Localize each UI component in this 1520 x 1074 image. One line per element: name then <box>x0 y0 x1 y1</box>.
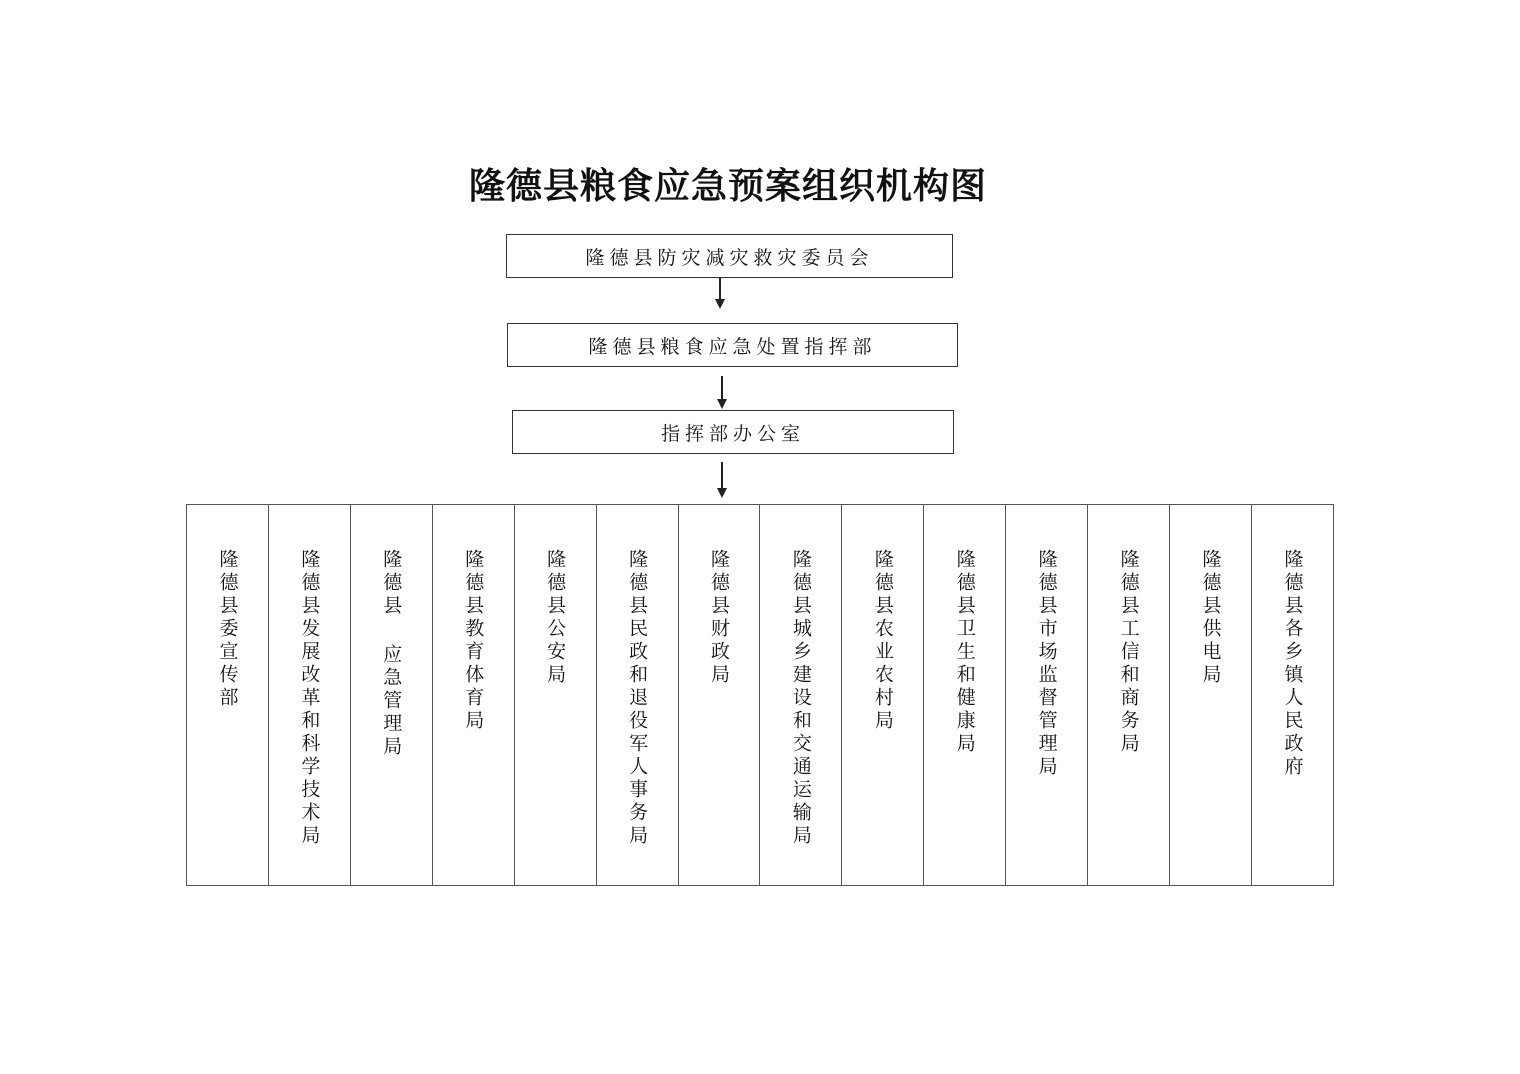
command-hq-label: 隆德县粮食应急处置指挥部 <box>588 335 877 358</box>
department-cell <box>1252 505 1334 885</box>
committee-label: 隆德县防灾减灾救灾委员会 <box>585 246 874 269</box>
department-cell <box>433 505 515 885</box>
department-label: 隆德县城乡建设和交通运输局 <box>789 549 812 848</box>
command-hq-box <box>507 323 958 367</box>
department-cell <box>1006 505 1088 885</box>
department-cell <box>515 505 597 885</box>
department-label: 隆德县各乡镇人民政府 <box>1281 549 1304 779</box>
committee-box <box>506 234 953 278</box>
hq-office-label: 指挥部办公室 <box>660 422 805 445</box>
department-label: 隆德县教育体育局 <box>462 549 485 733</box>
arrow-command-to-office <box>712 376 732 410</box>
department-cell <box>351 505 433 885</box>
department-table <box>186 504 1334 886</box>
chart-title: 隆德县粮食应急预案组织机构图 <box>468 165 987 207</box>
department-cell <box>679 505 761 885</box>
department-label: 隆德县市场监督管理局 <box>1035 549 1058 779</box>
department-label: 隆德县农业农村局 <box>871 549 894 733</box>
department-cell <box>1088 505 1170 885</box>
department-label: 隆德县 应急管理局 <box>380 549 403 759</box>
department-label: 隆德县公安局 <box>544 549 567 687</box>
department-label: 隆德县发展改革和科学技术局 <box>298 549 321 848</box>
department-cell <box>842 505 924 885</box>
department-cell <box>760 505 842 885</box>
department-cell <box>187 505 269 885</box>
department-cell <box>597 505 679 885</box>
hq-office-box <box>512 410 954 454</box>
department-label: 隆德县委宣传部 <box>216 549 239 710</box>
department-label: 隆德县卫生和健康局 <box>953 549 976 756</box>
department-cell <box>269 505 351 885</box>
department-label: 隆德县工信和商务局 <box>1117 549 1140 756</box>
department-label: 隆德县财政局 <box>707 549 730 687</box>
department-cell <box>924 505 1006 885</box>
arrow-office-to-departments <box>712 462 732 499</box>
department-label: 隆德县民政和退役军人事务局 <box>626 549 649 848</box>
arrow-committee-to-command <box>710 278 730 310</box>
department-label: 隆德县供电局 <box>1199 549 1222 687</box>
department-cell <box>1170 505 1252 885</box>
